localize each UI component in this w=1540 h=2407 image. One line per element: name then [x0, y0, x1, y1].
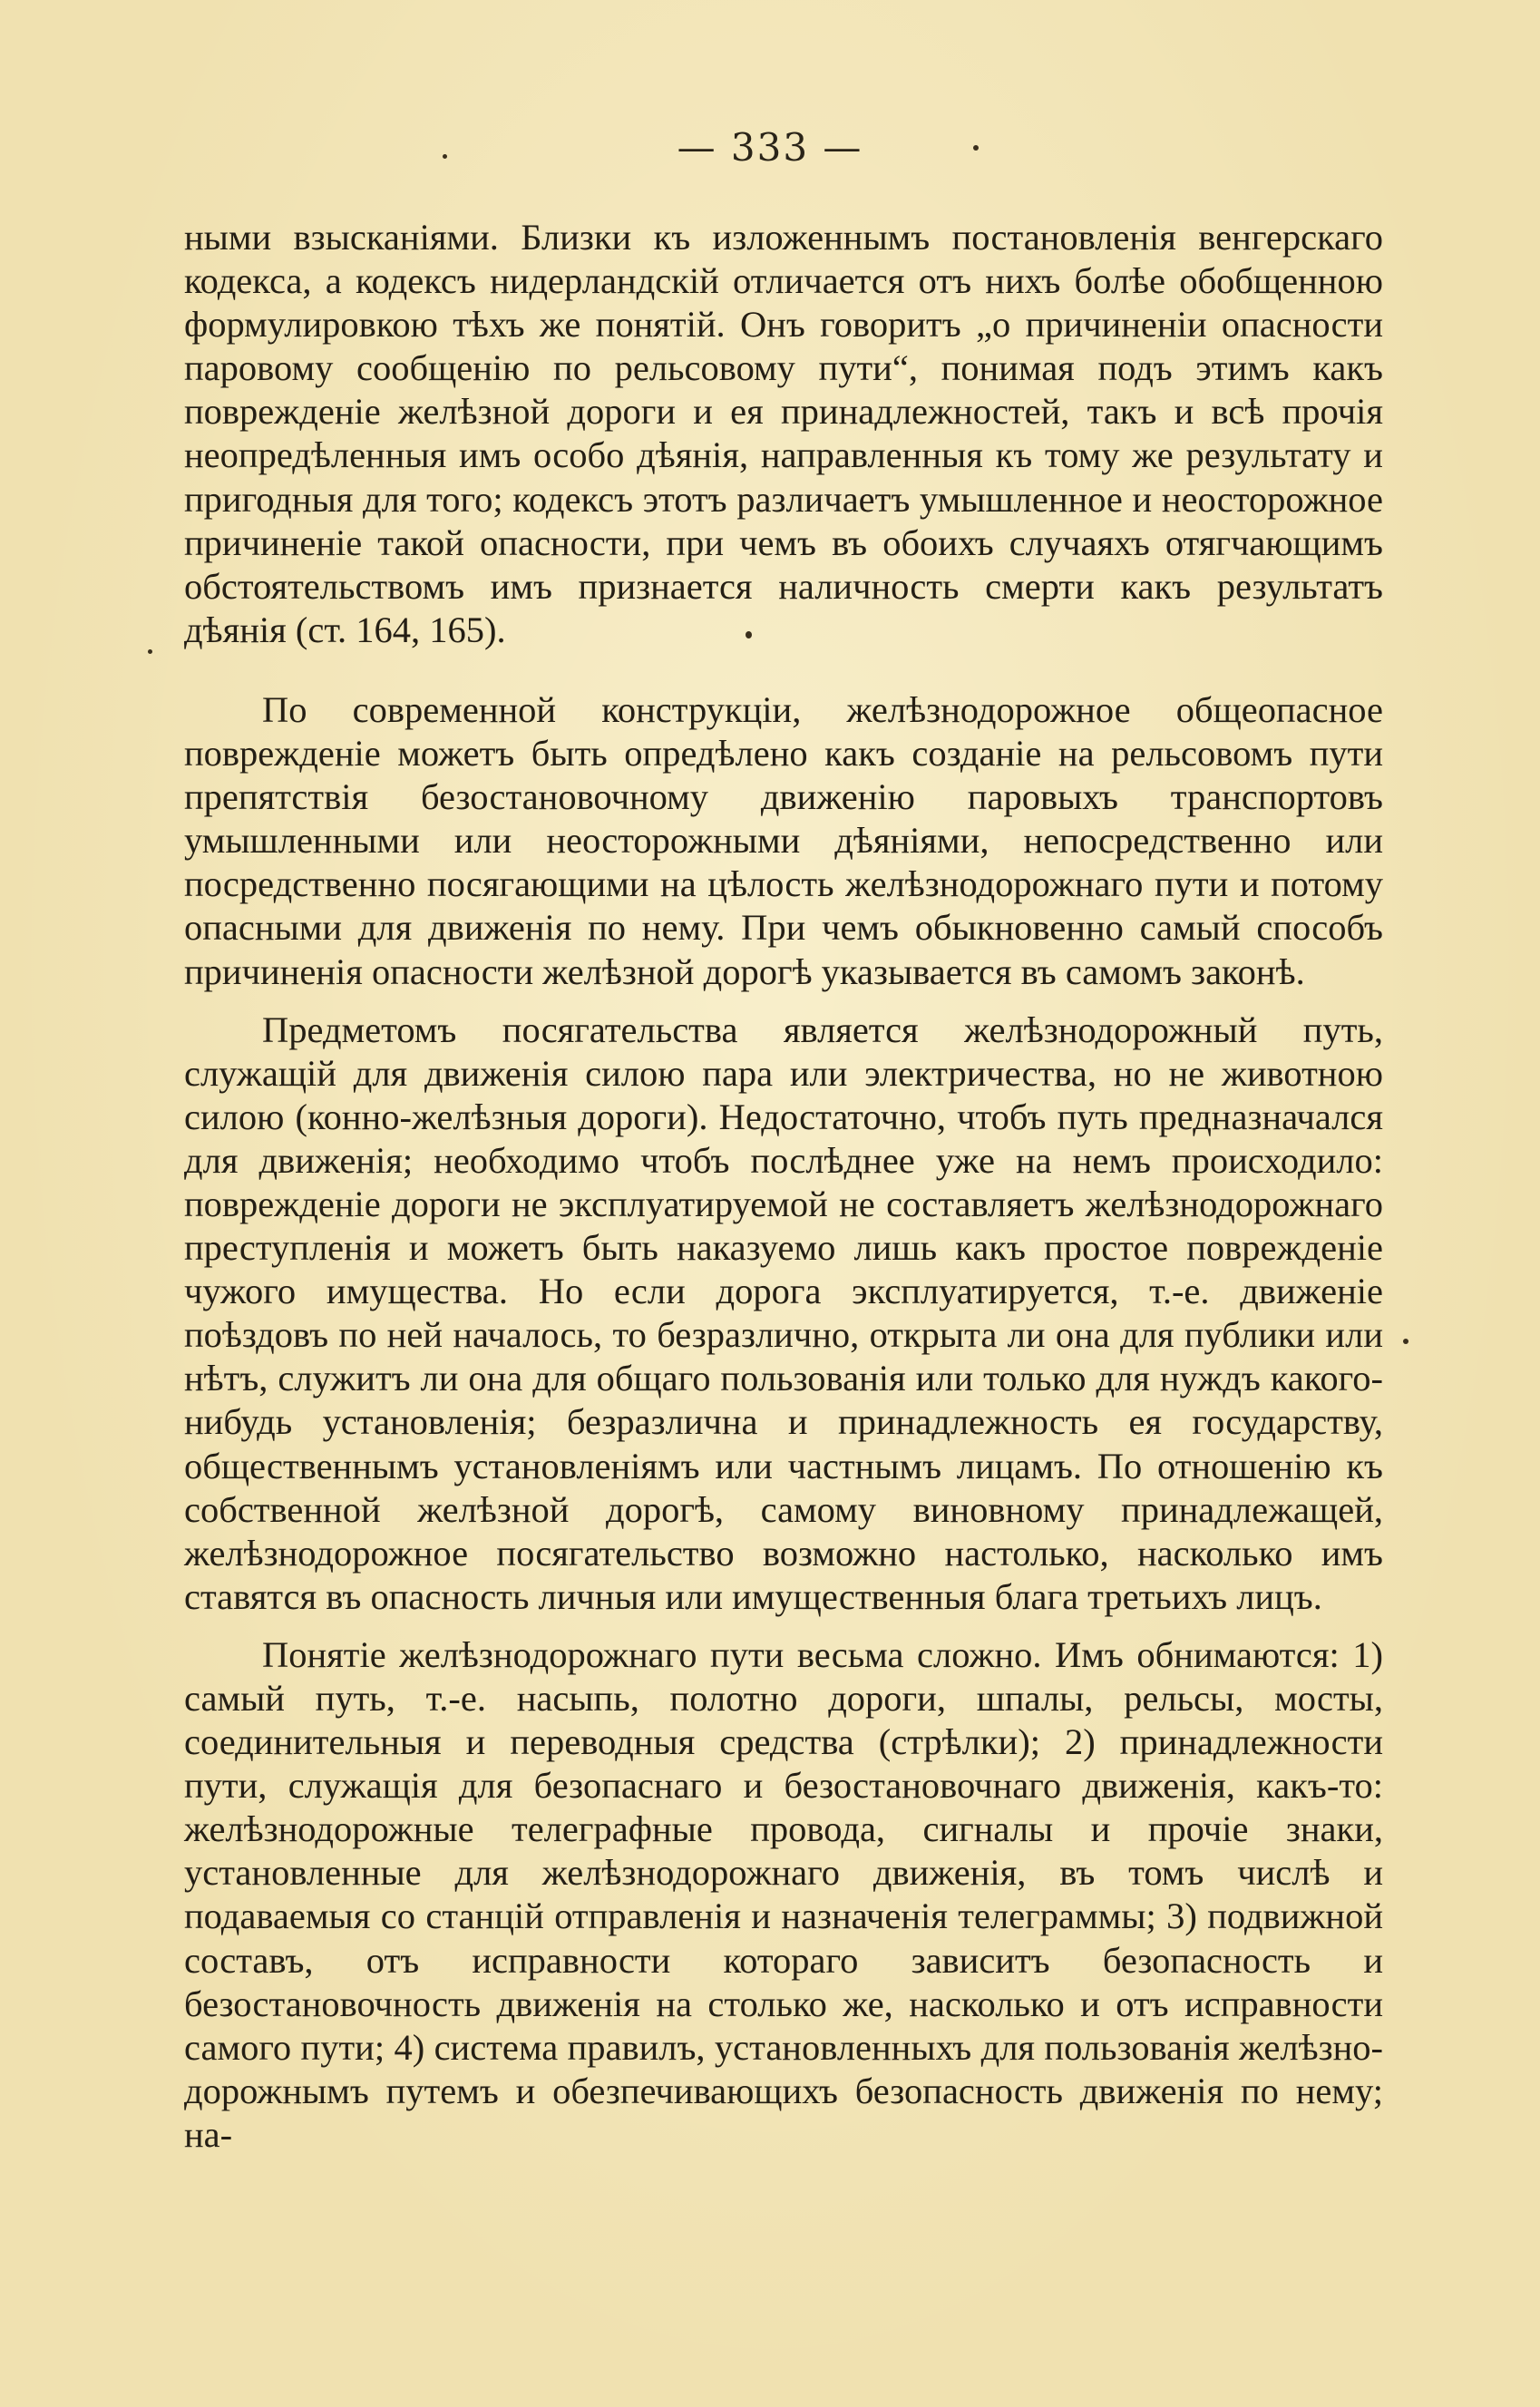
ink-speck [1403, 1339, 1408, 1344]
ink-speck [443, 154, 447, 159]
paragraph-concept: Понятіе желѣзнодорожнаго пути весьма сложно. Имъ обнимаются: 1) самый путь, т.-е. насыпь, полотно дороги, шпалы, рельсы, мосты, соединительныя и переводныя средства (стрѣлки); 2) принадлежности пути, служащія для безопаснаго и безостановочнаго движенія, какъ-то: желѣзнодорожные телеграфные провода, сигналы и прочіе знаки, установленные для желѣзнодорожнаго движенія, въ томъ числѣ и подаваемыя со станцій отправленія и назначенія телеграммы; 3) подвижной составъ, отъ исправности котораго зависитъ безопасность и безостановочность движенія на столько же, насколько и отъ исправности самого пути; 4) система правилъ, установленныхъ для пользованія желѣзно-дорожнымъ путемъ и обезпечивающихъ безопасность движенія по нему; на- [184, 1633, 1383, 2155]
paragraph-continuation: ными взысканіями. Близки къ изложеннымъ постановленія венгерскаго кодекса, а кодексъ нидерландскій отличается отъ нихъ болѣе обобщенною формулировкою тѣхъ же понятій. Онъ говоритъ „о причиненіи опасности паровому сообщенію по рельсовому пути“, понимая подъ этимъ какъ поврежденіе желѣзной дороги и ея принадлежностей, такъ и всѣ прочія неопредѣленныя имъ особо дѣянія, направленныя къ тому же результату и пригодныя для того; кодексъ этотъ различаетъ умышленное и неосторожное причиненіе такой опасности, при чемъ въ обоихъ случаяхъ отягчающимъ обстоятельствомъ имъ признается наличность смерти какъ результатъ дѣянія (ст. 164, 165). [184, 217, 1383, 650]
paragraph-definition: По современной конструкціи, желѣзнодорожное общеопасное поврежденіе можетъ быть опредѣлено какъ созданіе на рельсовомъ пути препятствія безостановочному движенію паровыхъ транспортовъ умышленными или неосторожными дѣяніями, непосредственно или посредственно посягающими на цѣлость желѣзнодорожнаго пути и потому опасными для движенія по нему. При чемъ обыкновенно самый способъ причиненія опасности желѣзной дорогѣ указывается въ самомъ законѣ. [184, 688, 1383, 992]
ink-speck [746, 631, 752, 638]
body-text [184, 216, 1383, 2157]
paragraph-object: Предметомъ посягательства является желѣзнодорожный путь, служащій для движенія силою пара или электричества, но не животною силою (конно-желѣзныя дороги). Недостаточно, чтобъ путь предназначался для движенія; необходимо чтобъ послѣднее уже на немъ происходило: поврежденіе дороги не эксплуатируемой не составляетъ желѣзнодорожнаго преступленія и можетъ быть наказуемо лишь какъ простое поврежденіе чужого имущества. Но если дорога эксплуатируется, т.-е. движеніе поѣздовъ по ней началось, то безразлично, открыта ли она для публики или нѣтъ, служитъ ли она для общаго пользованія или только для нуждъ какого-нибудь установленія; безразлична и принадлежность ея государству, общественнымъ установленіямъ или частнымъ лицамъ. По отношенію къ собственной желѣзной дорогѣ, самому виновному принадлежащей, желѣзнодорожное посягательство возможно настолько, насколько имъ ставятся въ опасность личныя или имущественныя блага третьихъ лицъ. [184, 1009, 1383, 1617]
ink-speck [148, 649, 152, 654]
page-number: — 333 — [677, 125, 863, 170]
ink-speck [973, 145, 979, 151]
